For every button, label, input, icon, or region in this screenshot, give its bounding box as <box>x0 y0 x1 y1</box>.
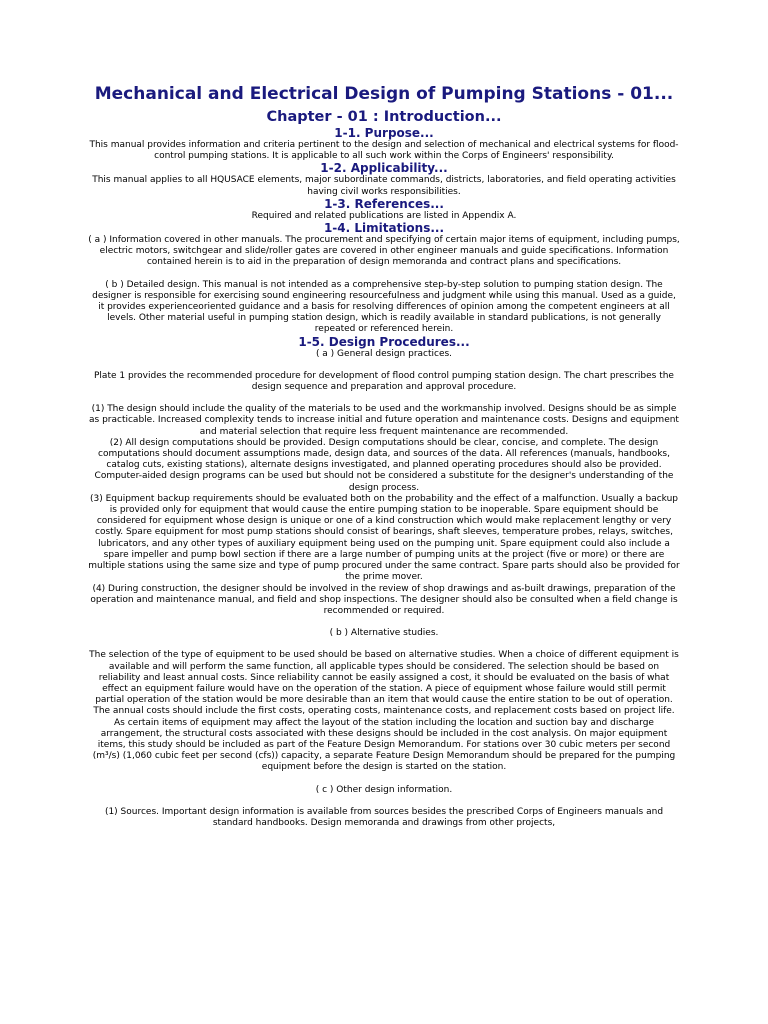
limitations-para-b: ( b ) Detailed design. This manual is not intended as a comprehensive step-by-step solution to pumping station design. The designer is responsible for exercising sound engineering resourcefulness and judgment while using this manual. Used as a guide, it provides experienceoriented guidance and a basis for resolving differences of opinion among the competent engineers at all levels. Other material useful in pumping station design, which is readily available in standard publications, is not generally repeated or referenced herein. <box>92 279 676 335</box>
alternative-studies-text: The selection of the type of equipment to be used should be based on alternative studies. When a choice of different equipment is available and will perform the same function, all applicable types should be considered. The selection should be based on reliability and least annual costs. Since reliability cannot be easily assigned a cost, it should be evaluated on the basis of what effect an equipment failure would have on the operation of the station. A piece of equipment whose failure would still permit partial operation of the station would be more desirable than an item that would cause the entire station to be out of operation. The annual costs should include the first costs, operating costs, maintenance costs, and replacement costs based on project life. As certain items of equipment may affect the layout of the station including the location and suction bay and discharge arrangement, the structural costs associated with these designs should be included in the cost analysis. On major equipment items, this study should be included as part of the Feature Design Memorandum. For stations over 30 cubic meters per second (m³/s) (1,060 cubic feet per second (cfs)) capacity, a separate Feature Design Memorandum should be prepared for the pumping equipment before the design is started on the station. <box>89 650 679 773</box>
paragraph-gap <box>88 796 680 807</box>
applicability-text: This manual applies to all HQUSACE elements, major subordinate commands, districts, laboratories, and field operating activities having civil works responsibilities. <box>92 175 676 197</box>
document-page <box>88 84 680 829</box>
design-item-2: (2) All design computations should be provided. Design computations should be clear, concise, and complete. The design computations should document assumptions made, design data, and sources of the data. All references (manuals, handbooks, catalog cuts, existing stations), alternate designs investigated, and planned operating procedures should also be provided. Computer-aided design programs can be used but should not be considered a substitute for the designer's understanding of the design process. <box>94 437 674 493</box>
sources-text: (1) Sources. Important design information is available from sources besides the prescribed Corps of Engineers manuals and standard handbooks. Design memoranda and drawings from other projects, <box>104 806 664 828</box>
purpose-text: This manual provides information and criteria pertinent to the design and selection of mechanical and electrical systems for flood-control pumping stations. It is applicable to all such work within the Corps of Engineers' responsibility. <box>89 140 679 162</box>
plate-text: Plate 1 provides the recommended procedure for development of flood control pumping station design. The chart prescribes the design sequence and preparation and approval procedure. <box>94 370 674 393</box>
paragraph-gap <box>88 617 680 628</box>
references-text: Required and related publications are listed in Appendix A. <box>251 210 517 221</box>
design-item-1: (1) The design should include the quality of the materials to be used and the workmanship involved. Designs should be as simple as practicable. Increased complexity tends to increase initial and future operation and maintenance costs. Designs and equipment and material selection that require less frequent maintenance are recommended. <box>89 404 679 437</box>
paragraph-gap <box>88 639 680 650</box>
section-heading-applicability: 1-2. Applicability... <box>320 161 448 176</box>
section-heading-limitations: 1-4. Limitations... <box>323 221 445 236</box>
subheading-general-design: ( a ) General design practices. <box>315 348 453 359</box>
paragraph-gap <box>88 774 680 785</box>
section-heading-design-procedures: 1-5. Design Procedures... <box>298 334 470 349</box>
design-item-4: (4) During construction, the designer should be involved in the review of shop drawings and as-built drawings, preparation of the operation and maintenance manual, and field and shop inspections. The designer should also be consulted when a field change is recommended or required. <box>90 583 678 616</box>
limitations-para-a: ( a ) Information covered in other manuals. The procurement and specifying of certain major items of equipment, including pumps, electric motors, switchgear and slide/roller gates are covered in other engineer manuals and guide specifications. Information contained herein is to aid in the preparation of design memoranda and contract plans and specifications. <box>88 235 680 268</box>
design-item-3: (3) Equipment backup requirements should be evaluated both on the probability and the effect of a malfunction. Usually a backup is provided only for equipment that would cause the entire pumping station to be inoperable. Spare equipment should be considered for equipment whose design is unique or one of a kind construction which would make replacement lengthy or very costly. Spare equipment for most pump stations should consist of bearings, shaft sleeves, temperature probes, relays, switches, lubricators, and any other types of auxiliary equipment being used on the pumping unit. Spare equipment could also include a spare impeller and pump bowl section if there are a large number of pumping units at the project (five or more) or there are multiple stations using the same size and type of pump procured under the same contract. Spare parts should also be provided for the prime mover. <box>88 493 680 583</box>
section-heading-references: 1-3. References... <box>324 196 444 211</box>
document-title: Mechanical and Electrical Design of Pumping Stations - 01... <box>94 84 674 104</box>
section-heading-purpose: 1-1. Purpose... <box>334 126 434 140</box>
paragraph-gap <box>88 393 680 404</box>
subheading-other-design-info: ( c ) Other design information. <box>315 784 453 795</box>
chapter-heading: Chapter - 01 : Introduction... <box>266 109 502 125</box>
subheading-alternative-studies: ( b ) Alternative studies. <box>329 628 439 639</box>
paragraph-gap <box>88 360 680 371</box>
paragraph-gap <box>88 269 680 280</box>
